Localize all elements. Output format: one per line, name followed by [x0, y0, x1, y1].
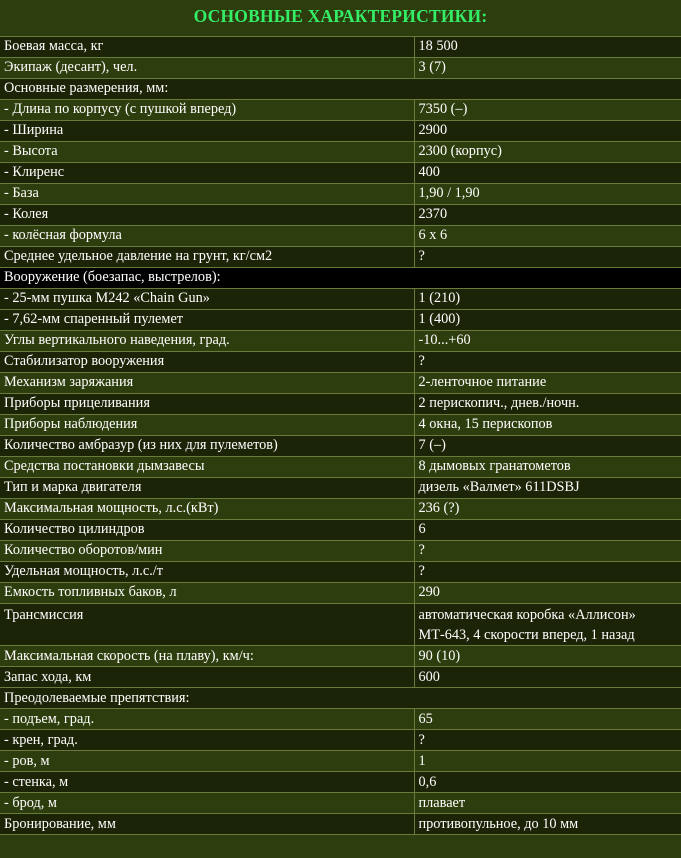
spec-label: Среднее удельное давление на грунт, кг/см2 [0, 247, 414, 268]
spec-value: плавает [414, 793, 681, 814]
section-header-row [0, 688, 681, 709]
table-row [0, 793, 681, 814]
table-row [0, 583, 681, 604]
table-row [0, 709, 681, 730]
table-row [0, 499, 681, 520]
spec-label: - База [0, 184, 414, 205]
spec-label: Количество оборотов/мин [0, 541, 414, 562]
spec-value: 1 (210) [414, 289, 681, 310]
table-row [0, 142, 681, 163]
table-row [0, 100, 681, 121]
spec-label: - Клиренс [0, 163, 414, 184]
spec-value: ? [414, 352, 681, 373]
table-row [0, 667, 681, 688]
table-row [0, 772, 681, 793]
spec-value: 18 500 [414, 37, 681, 58]
spec-label: - брод, м [0, 793, 414, 814]
spec-value: 2300 (корпус) [414, 142, 681, 163]
spec-value [414, 688, 681, 709]
title-band [0, 0, 681, 36]
spec-value: 400 [414, 163, 681, 184]
spec-label: Тип и марка двигателя [0, 478, 414, 499]
spec-value: 1 [414, 751, 681, 772]
spec-value: 2 перископич., днев./ночн. [414, 394, 681, 415]
spec-label: Экипаж (десант), чел. [0, 58, 414, 79]
spec-value: 7 (–) [414, 436, 681, 457]
spec-label: - крен, град. [0, 730, 414, 751]
spec-value: 6 [414, 520, 681, 541]
spec-value: 290 [414, 583, 681, 604]
table-row [0, 226, 681, 247]
spec-value: 6 х 6 [414, 226, 681, 247]
spec-label: Средства постановки дымзавесы [0, 457, 414, 478]
spec-value: 90 (10) [414, 646, 681, 667]
footer-band [0, 835, 681, 855]
spec-value: 2370 [414, 205, 681, 226]
spec-value [414, 268, 681, 289]
spec-label: Максимальная мощность, л.с.(кВт) [0, 499, 414, 520]
table-row [0, 247, 681, 268]
table-row [0, 751, 681, 772]
spec-label: Емкость топливных баков, л [0, 583, 414, 604]
spec-value [414, 79, 681, 100]
spec-label: Приборы наблюдения [0, 415, 414, 436]
spec-label: Максимальная скорость (на плаву), км/ч: [0, 646, 414, 667]
spec-value: ? [414, 247, 681, 268]
spec-label: - подъем, град. [0, 709, 414, 730]
spec-label: - Высота [0, 142, 414, 163]
table-row [0, 331, 681, 352]
spec-label: Боевая масса, кг [0, 37, 414, 58]
table-row [0, 478, 681, 499]
spec-value: 3 (7) [414, 58, 681, 79]
spec-value: 2900 [414, 121, 681, 142]
spec-value-line-2: МТ-643, 4 скорости вперед, 1 назад [418, 626, 635, 643]
spec-value: 2-ленточное питание [414, 373, 681, 394]
spec-value: 65 [414, 709, 681, 730]
table-row [0, 352, 681, 373]
table-row [0, 37, 681, 58]
table-row [0, 541, 681, 562]
table-row [0, 814, 681, 835]
spec-label: Преодолеваемые препятствия: [0, 688, 414, 709]
spec-label: Количество амбразур (из них для пулеметов) [0, 436, 414, 457]
spec-value-line-1: автоматическая коробка «Аллисон» [418, 607, 636, 623]
spec-label: Стабилизатор вооружения [0, 352, 414, 373]
spec-value: ? [414, 730, 681, 751]
table-row [0, 562, 681, 583]
spec-value [414, 604, 681, 646]
spec-label: Количество цилиндров [0, 520, 414, 541]
page-title: ОСНОВНЫЕ ХАРАКТЕРИСТИКИ: [193, 5, 488, 26]
section-header-row [0, 268, 681, 289]
spec-value: 4 окна, 15 перископов [414, 415, 681, 436]
spec-label: - Ширина [0, 121, 414, 142]
spec-label: Механизм заряжания [0, 373, 414, 394]
spec-value: 8 дымовых гранатометов [414, 457, 681, 478]
spec-value: ? [414, 562, 681, 583]
table-row [0, 646, 681, 667]
table-row [0, 163, 681, 184]
table-row [0, 58, 681, 79]
spec-label: Углы вертикального наведения, град. [0, 331, 414, 352]
spec-value: ? [414, 541, 681, 562]
spec-value: дизель «Валмет» 611DSBJ [414, 478, 681, 499]
table-row [0, 184, 681, 205]
table-row [0, 520, 681, 541]
spec-label: - 7,62-мм спаренный пулемет [0, 310, 414, 331]
spec-value: 0,6 [414, 772, 681, 793]
spec-label: - Колея [0, 205, 414, 226]
table-row [0, 604, 681, 646]
specifications-table [0, 36, 681, 835]
table-row [0, 415, 681, 436]
spec-value: 600 [414, 667, 681, 688]
spec-label: Основные размерения, мм: [0, 79, 414, 100]
table-row [0, 121, 681, 142]
spec-value: 236 (?) [414, 499, 681, 520]
spec-value: -10...+60 [414, 331, 681, 352]
spec-label: Вооружение (боезапас, выстрелов): [0, 268, 414, 289]
spec-label: Трансмиссия [0, 604, 414, 646]
specifications-table-body [0, 37, 681, 835]
table-row [0, 730, 681, 751]
table-row [0, 394, 681, 415]
spec-value: 7350 (–) [414, 100, 681, 121]
section-header-row [0, 79, 681, 100]
table-row [0, 205, 681, 226]
spec-label: Бронирование, мм [0, 814, 414, 835]
spec-label: - стенка, м [0, 772, 414, 793]
table-row [0, 457, 681, 478]
spec-label: - ров, м [0, 751, 414, 772]
spec-label: - 25-мм пушка М242 «Chain Gun» [0, 289, 414, 310]
spec-value: 1 (400) [414, 310, 681, 331]
spec-label: - колёсная формула [0, 226, 414, 247]
table-row [0, 310, 681, 331]
spec-label: Запас хода, км [0, 667, 414, 688]
table-row [0, 373, 681, 394]
spec-label: Удельная мощность, л.с./т [0, 562, 414, 583]
spec-label: Приборы прицеливания [0, 394, 414, 415]
spec-label: - Длина по корпусу (с пушкой вперед) [0, 100, 414, 121]
spec-value: 1,90 / 1,90 [414, 184, 681, 205]
table-row [0, 436, 681, 457]
spec-value: противопульное, до 10 мм [414, 814, 681, 835]
table-row [0, 289, 681, 310]
